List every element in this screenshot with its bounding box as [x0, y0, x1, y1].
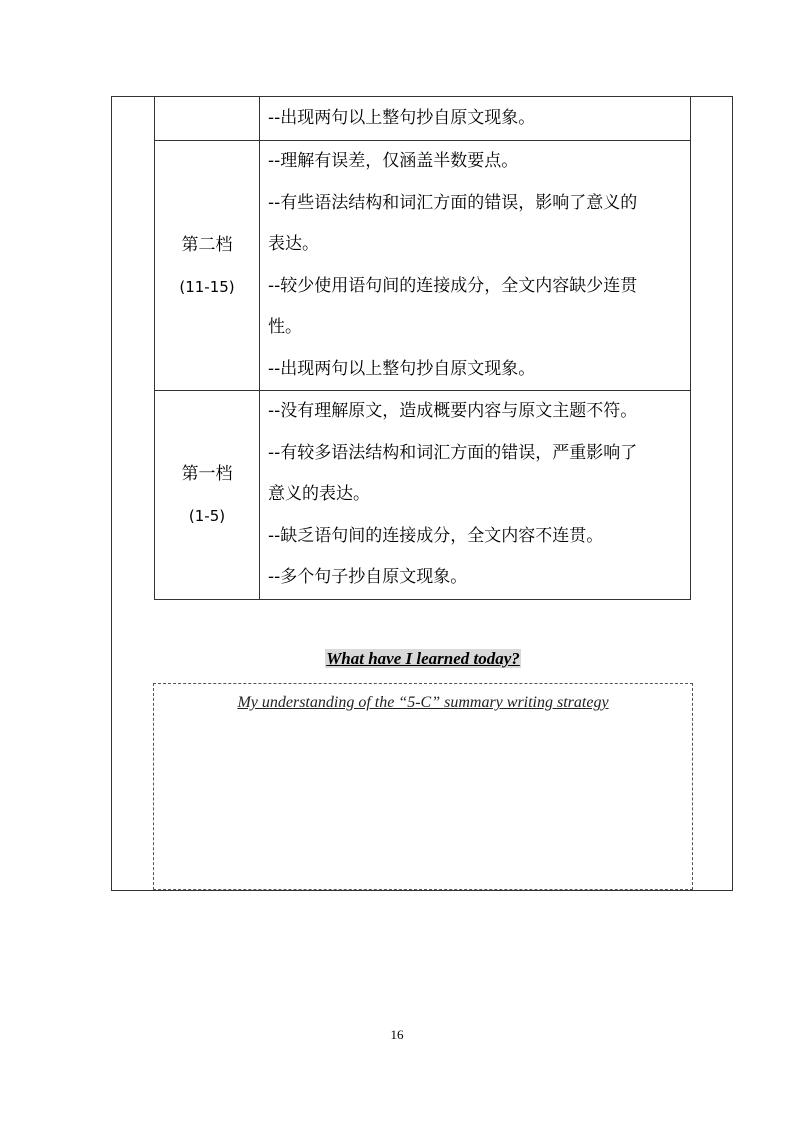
description-line: 性。 — [268, 317, 302, 337]
description-line: --较少使用语句间的连接成分，全文内容缺少连贯 — [268, 275, 638, 296]
description-line: --缺乏语句间的连接成分，全文内容不连贯。 — [268, 525, 604, 546]
level-cell-empty — [155, 97, 260, 141]
reflection-heading-text: What have I learned today? — [326, 649, 520, 668]
level-cell — [155, 141, 260, 391]
description-line: --多个句子抄自原文现象。 — [268, 567, 468, 588]
description-cell — [260, 97, 691, 141]
rubric-row-continued — [155, 97, 691, 141]
level-name: 第二档 — [181, 234, 233, 255]
description-line: --没有理解原文，造成概要内容与原文主题不符。 — [268, 401, 638, 422]
page-number: 16 — [390, 1027, 404, 1042]
level-name: 第一档 — [181, 464, 233, 484]
description-cell — [260, 391, 691, 600]
description-line: --有些语法结构和词汇方面的错误，影响了意义的 — [268, 192, 638, 213]
reflection-prompt: My understanding of the “5-C” summary writing strategy — [237, 694, 609, 711]
rubric-row-level-1 — [155, 391, 691, 600]
level-cell — [155, 391, 260, 600]
scoring-rubric-table — [154, 96, 691, 600]
description-line: --出现两句以上整句抄自原文现象。 — [268, 358, 536, 379]
description-line: 意义的表达。 — [268, 484, 370, 505]
description-line: --有较多语法结构和词汇方面的错误，严重影响了 — [268, 442, 638, 463]
level-range: (11-15) — [179, 277, 235, 296]
description-cell — [260, 141, 691, 391]
rubric-row-level-2 — [155, 141, 691, 391]
description-line: --出现两句以上整句抄自原文现象。 — [268, 107, 536, 128]
description-line: 表达。 — [268, 234, 319, 254]
description-line: --理解有误差，仅涵盖半数要点。 — [268, 151, 519, 171]
level-range: (1-5) — [188, 507, 226, 525]
reflection-heading — [0, 649, 794, 669]
reflection-writing-box[interactable] — [153, 683, 693, 890]
